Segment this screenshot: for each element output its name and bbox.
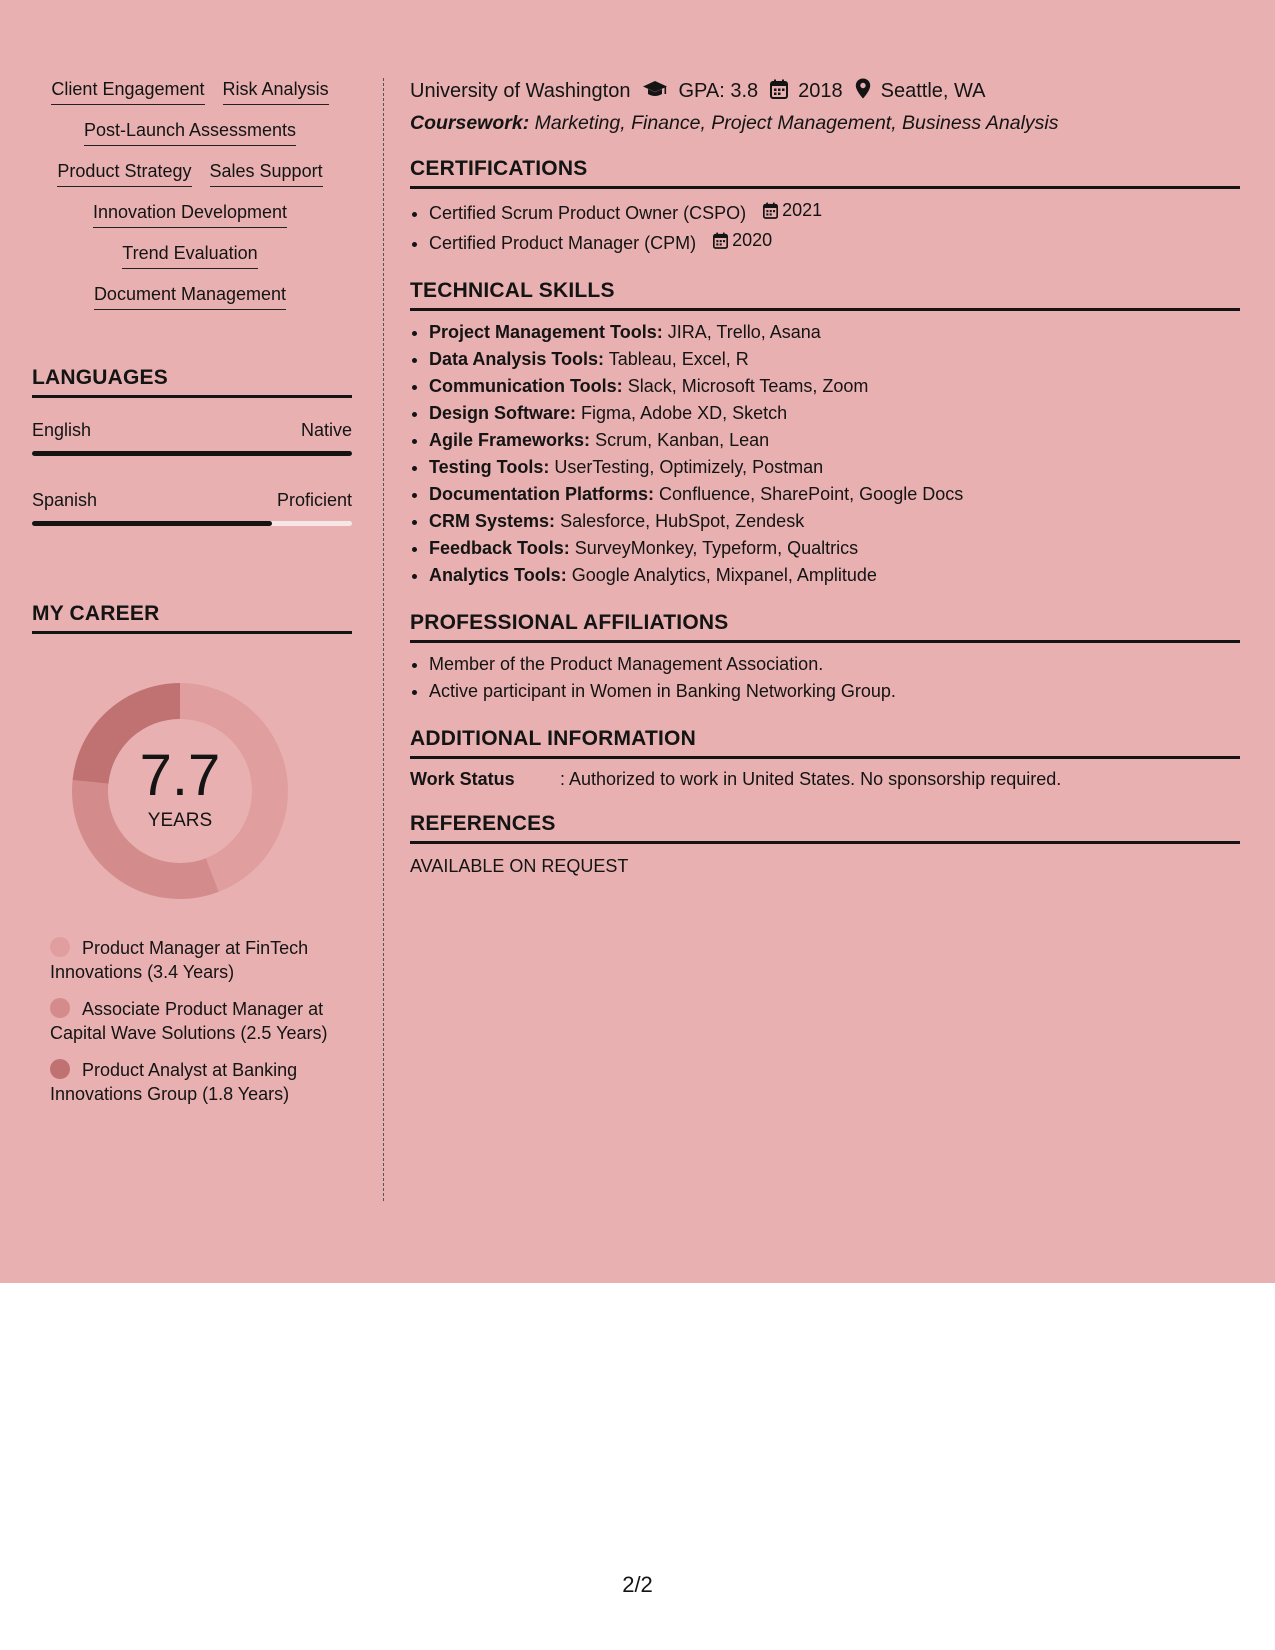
- skill-item: • Agile Frameworks: Scrum, Kanban, Lean: [429, 427, 1240, 454]
- certification-item: • Certified Product Manager (CPM) 2020: [429, 227, 1240, 257]
- coursework-list: Marketing, Finance, Project Management, Business Analysis: [534, 112, 1059, 134]
- skill-item: • Documentation Platforms: Confluence, SharePoint, Google Docs: [429, 481, 1240, 508]
- technical-skills-section: [410, 279, 1240, 589]
- education-line: [410, 78, 1240, 105]
- affiliations-section: [410, 611, 1240, 705]
- career-legend-item: Associate Product Manager at Capital Wave Solutions (2.5 Years): [50, 999, 328, 1043]
- gpa: GPA: 3.8: [678, 80, 759, 102]
- language-bar-fill: [32, 451, 352, 456]
- language-name: Spanish: [32, 490, 98, 510]
- language-bar: [32, 521, 352, 526]
- skill-chip: Trend Evaluation: [122, 242, 257, 269]
- language-row: [32, 490, 352, 511]
- work-status-value: : Authorized to work in United States. No sponsorship required.: [560, 769, 1062, 789]
- graduation-year: 2018: [798, 80, 843, 102]
- coursework: [410, 112, 1240, 135]
- coursework-label: Coursework:: [410, 112, 530, 134]
- language-level: Proficient: [276, 490, 352, 510]
- additional-info-section: [410, 727, 1240, 790]
- certification-item: • Certified Scrum Product Owner (CSPO) 2021: [429, 197, 1240, 227]
- legend-dot-icon: [50, 1059, 70, 1079]
- legend-dot-icon: [50, 998, 70, 1018]
- language-level: Native: [300, 420, 352, 440]
- calendar-icon: [770, 79, 788, 105]
- calendar-icon: [763, 202, 778, 219]
- additional-info-title: ADDITIONAL INFORMATION: [410, 727, 1240, 759]
- certifications-section: [410, 157, 1240, 257]
- skill-item: • Project Management Tools: JIRA, Trello, Asana: [429, 319, 1240, 346]
- language-name: English: [32, 420, 92, 440]
- references-text: AVAILABLE ON REQUEST: [410, 856, 629, 876]
- skill-item: • Data Analysis Tools: Tableau, Excel, R: [429, 346, 1240, 373]
- school-location: Seattle, WA: [880, 80, 986, 102]
- language-bar: [32, 451, 352, 456]
- calendar-icon: [713, 232, 728, 249]
- left-column: [32, 78, 352, 1119]
- skill-chip: Post-Launch Assessments: [84, 119, 296, 146]
- career-section: [32, 602, 352, 1106]
- affiliation-item: • Member of the Product Management Association.: [429, 651, 1240, 678]
- column-divider: [383, 78, 384, 1201]
- skill-chip: Document Management: [94, 283, 286, 310]
- skill-item: • Testing Tools: UserTesting, Optimizely, Postman: [429, 454, 1240, 481]
- skill-chip: Innovation Development: [93, 201, 287, 228]
- career-legend: [50, 936, 340, 1106]
- school-name: University of Washington: [410, 80, 631, 102]
- career-legend-item: Product Manager at FinTech Innovations (3.4 Years): [50, 938, 309, 982]
- career-total-unit: YEARS: [147, 810, 213, 831]
- skill-item: • Feedback Tools: SurveyMonkey, Typeform, Qualtrics: [429, 535, 1240, 562]
- language-bar-fill: [32, 521, 272, 526]
- work-status-row: [410, 769, 1240, 790]
- work-status-label: Work Status: [410, 769, 515, 789]
- languages-section: [32, 366, 352, 526]
- skill-item: • Analytics Tools: Google Analytics, Mixpanel, Amplitude: [429, 562, 1240, 589]
- certifications-title: CERTIFICATIONS: [410, 157, 1240, 189]
- languages-title: LANGUAGES: [32, 366, 352, 398]
- references-title: REFERENCES: [410, 812, 1240, 844]
- skill-chip: Sales Support: [210, 160, 323, 187]
- skill-chip: Risk Analysis: [223, 78, 329, 105]
- skill-item: • CRM Systems: Salesforce, HubSpot, Zendesk: [429, 508, 1240, 535]
- certification-year: 2021: [782, 200, 823, 220]
- skill-chip: Product Strategy: [57, 160, 191, 187]
- skills-chips: [32, 78, 352, 310]
- affiliation-item: • Active participant in Women in Banking Networking Group.: [429, 678, 1240, 705]
- page-number: 2/2: [622, 1572, 653, 1597]
- graduation-cap-icon: [642, 79, 668, 105]
- certification-year: 2020: [732, 230, 773, 250]
- career-donut: [65, 676, 295, 906]
- map-pin-icon: [855, 78, 871, 105]
- references-section: [410, 812, 1240, 877]
- skill-item: • Design Software: Figma, Adobe XD, Sketch: [429, 400, 1240, 427]
- legend-dot-icon: [50, 937, 70, 957]
- career-legend-item: Product Analyst at Banking Innovations Group (1.8 Years): [50, 1060, 298, 1104]
- affiliations-title: PROFESSIONAL AFFILIATIONS: [410, 611, 1240, 643]
- career-total-years: 7.7: [139, 743, 221, 808]
- language-row: [32, 420, 352, 441]
- career-title: MY CAREER: [32, 602, 352, 634]
- right-column: [410, 78, 1240, 877]
- skill-chip: Client Engagement: [51, 78, 204, 105]
- skill-item: • Communication Tools: Slack, Microsoft Teams, Zoom: [429, 373, 1240, 400]
- technical-skills-title: TECHNICAL SKILLS: [410, 279, 1240, 311]
